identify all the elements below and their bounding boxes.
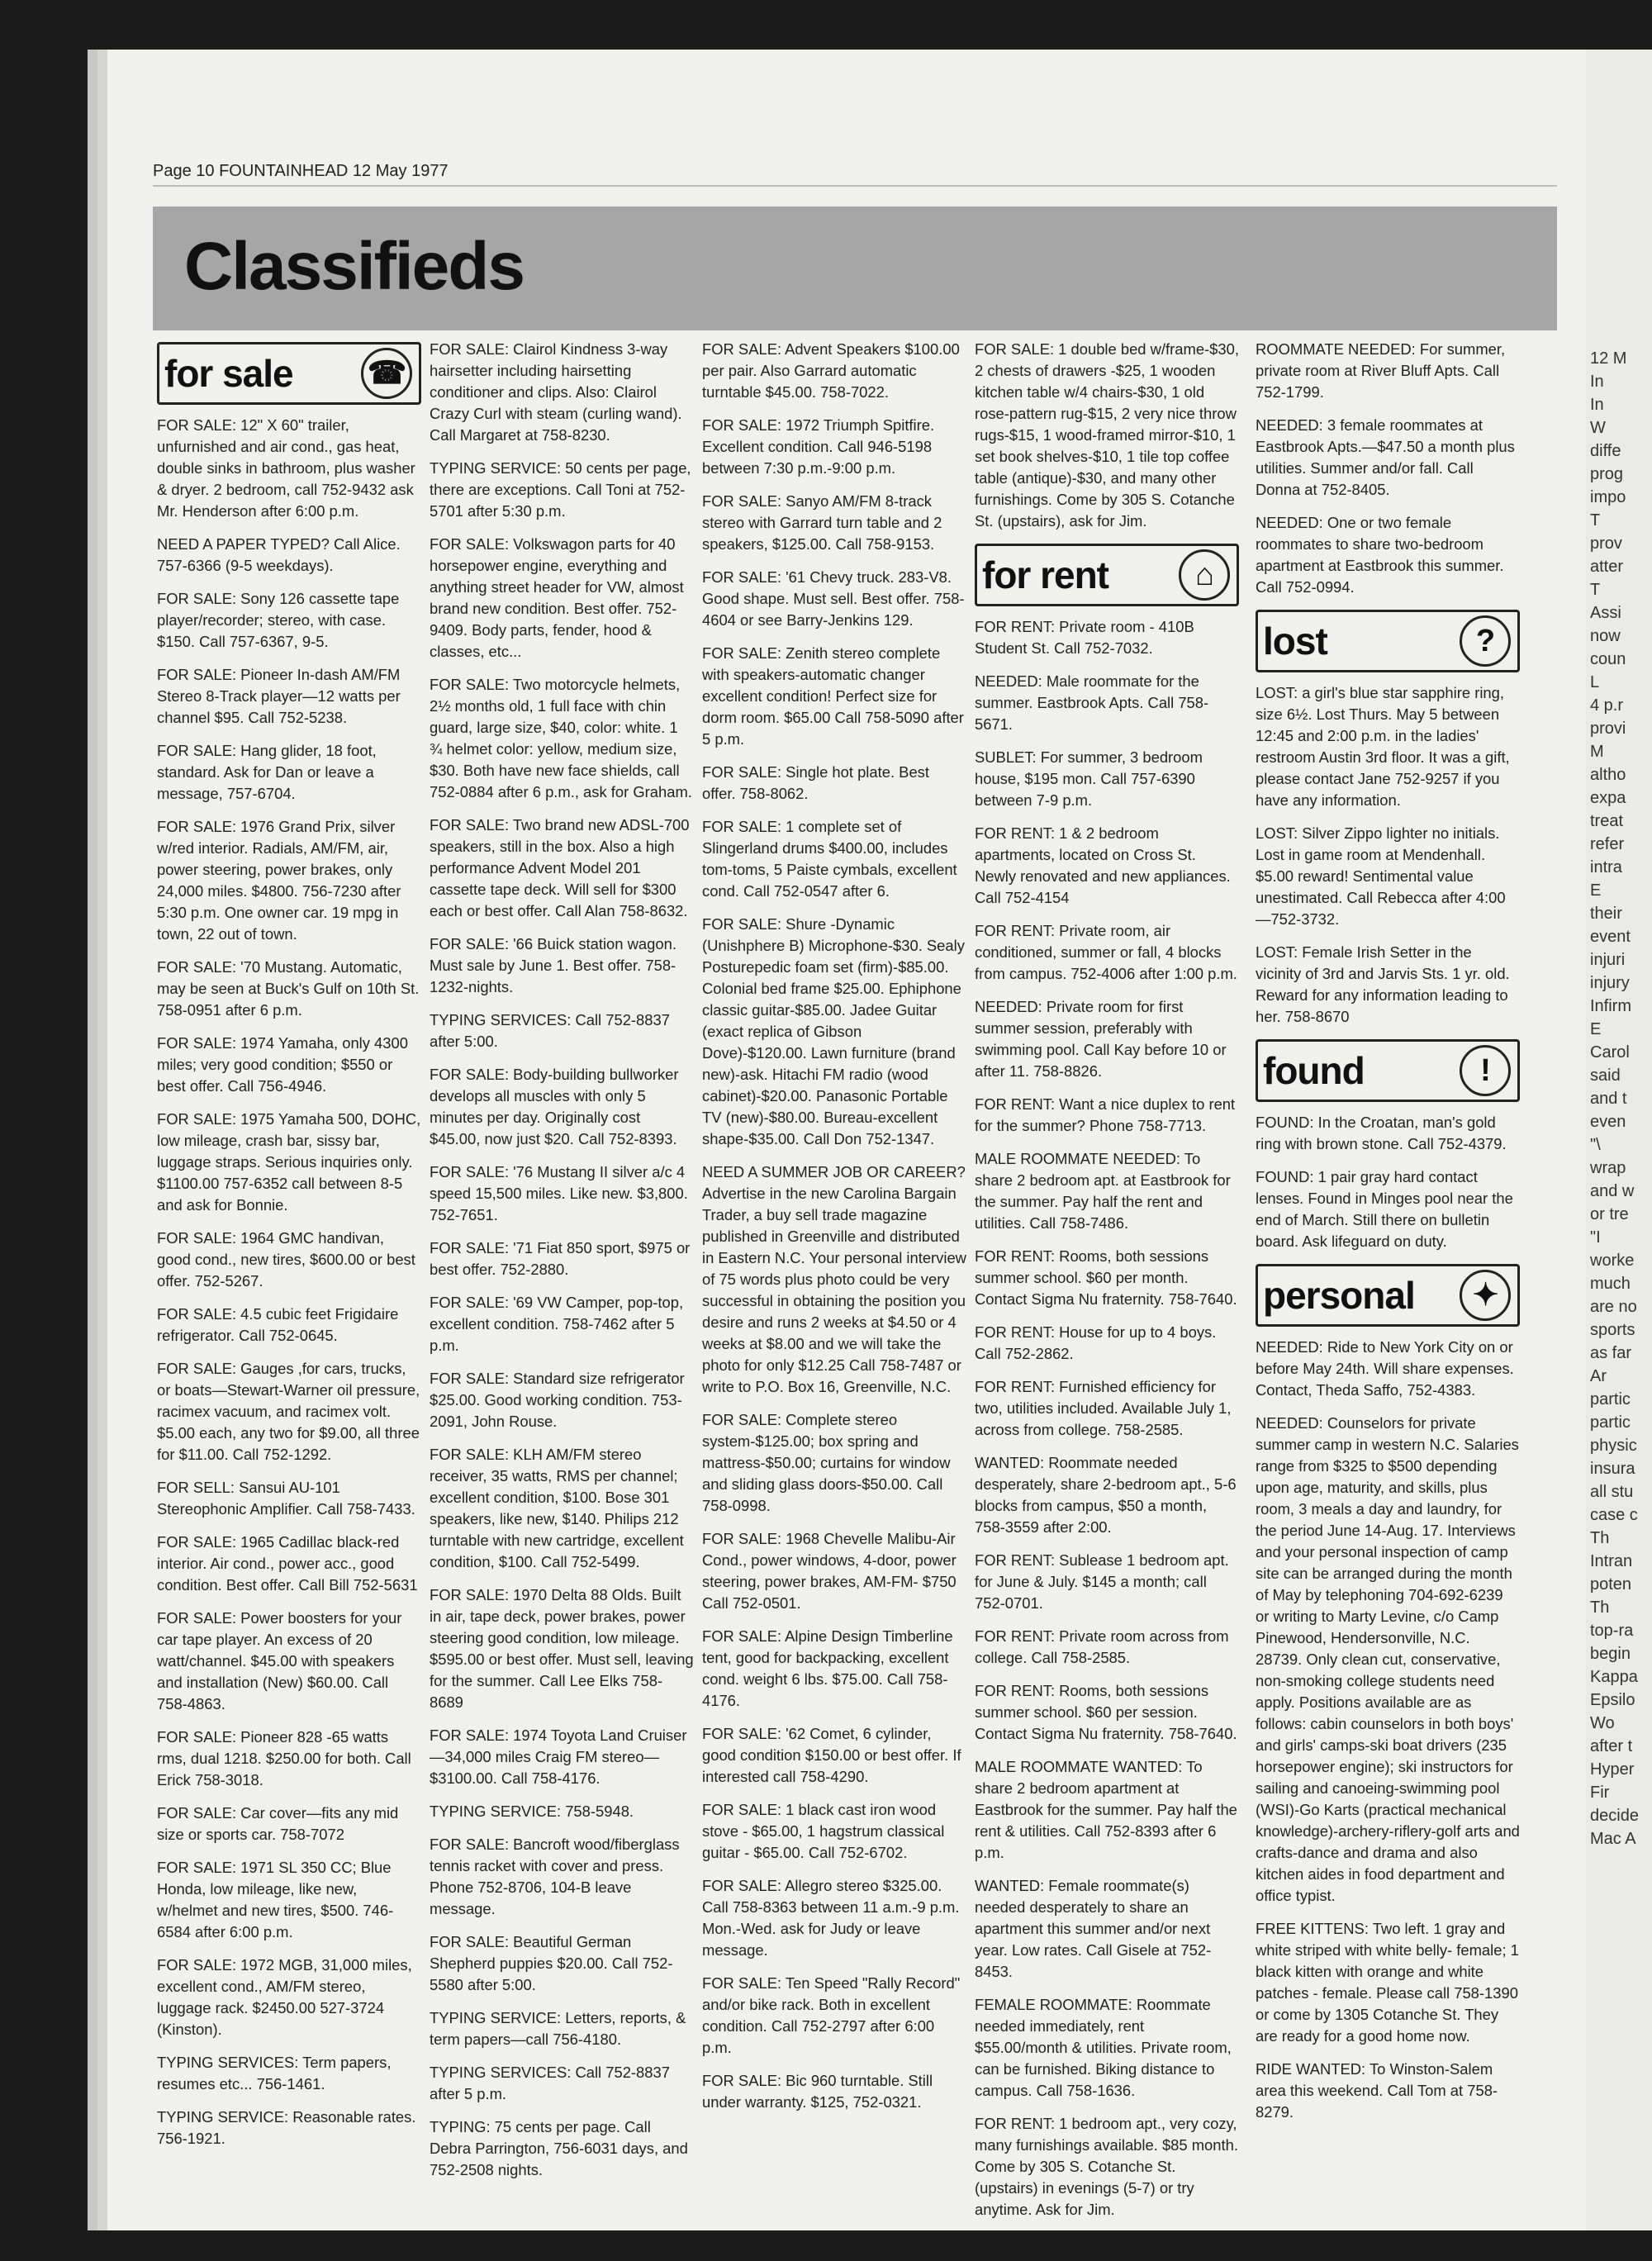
classified-ad: TYPING SERVICES: Call 752-8837 after 5 p.m. <box>430 2064 670 2102</box>
banner-title: Classifieds <box>184 229 524 304</box>
adjacent-text-fragment: T <box>1590 511 1601 530</box>
classified-ad: FOUND: 1 pair gray hard contact lenses. Found in Minges pool near the end of March. Still there on bulletin board. Ask lifeguard on duty. <box>1256 1168 1513 1250</box>
adjacent-text-fragment: and t <box>1590 1090 1627 1108</box>
classified-ad: WANTED: Roommate needed desperately, share 2-bedroom apt., 5-6 blocks from campus, $50 a month, 758-3559 after 2:00. <box>975 1454 1237 1536</box>
classified-ad: FOR SALE: KLH AM/FM stereo receiver, 35 watts, RMS per channel; excellent condition, $100. Bose 301 speakers, like new, $140. Philips 212 turntable with new cartridge, excellent condition, $100. Call 752-5499. <box>430 1446 684 1570</box>
classified-ad: NEEDED: Ride to New York City on or before May 24th. Will share expenses. Contact, Theda Saffo, 752-4383. <box>1256 1338 1514 1399</box>
classified-ad: FOR SELL: Sansui AU-101 Stereophonic Amplifier. Call 758-7433. <box>157 1479 415 1518</box>
classified-ad: FOR SALE: Complete stereo system-$125.00; box spring and mattress-$50.00; curtains for window and sliding glass doors-$50.00. Call 758-0998. <box>702 1411 951 1514</box>
adjacent-text-fragment: Intran <box>1590 1552 1633 1570</box>
classified-ad: FOR SALE: 1968 Chevelle Malibu-Air Cond., power windows, 4-door, power steering, power brakes, AM-FM- $750 Call 752-0501. <box>702 1530 957 1612</box>
adjacent-text-fragment: their <box>1590 905 1622 923</box>
classified-ad: TYPING SERVICE: Reasonable rates. 756-1921. <box>157 2108 416 2147</box>
adjacent-text-fragment: prog <box>1590 465 1624 483</box>
adjacent-text-fragment: prov <box>1590 534 1622 553</box>
ads-column-2 <box>430 339 694 2181</box>
adjacent-text-fragment: all stu <box>1590 1483 1634 1501</box>
classified-ad: FOR RENT: 1 bedroom apt., very cozy, many furnishings available. $85 month. Come by 305 S. Cotanche St. (upstairs) in evenings (5-7) or try anytime. Ask for Jim. <box>975 2115 1238 2218</box>
column-5 <box>1256 339 1520 2135</box>
adjacent-text-fragment: wrap <box>1590 1159 1626 1177</box>
adjacent-text-fragment: M <box>1590 743 1604 761</box>
classified-ad: FOR SALE: Single hot plate. Best offer. 758-8062. <box>702 763 929 802</box>
section-header-found <box>1256 1039 1520 1102</box>
ads-found <box>1256 1112 1520 1252</box>
classified-ad: LOST: a girl's blue star sapphire ring, size 6½. Lost Thurs. May 5 between 12:45 and 2:00 p.m. in the ladies' restroom Austin 3rd floor. It was a gift, please contact Jane 752-9257 if you have any information. <box>1256 684 1510 809</box>
classified-ad: FOR SALE: '66 Buick station wagon. Must sale by June 1. Best offer. 758-1232-nights. <box>430 935 676 995</box>
adjacent-text-fragment: are no <box>1590 1298 1637 1316</box>
adjacent-text-fragment: atter <box>1590 558 1624 576</box>
classified-ad: FOR RENT: Private room across from college. Call 758-2585. <box>975 1627 1229 1666</box>
adjacent-text-fragment: and w <box>1590 1182 1635 1200</box>
adjacent-text-fragment: begin <box>1590 1645 1631 1663</box>
header-rule <box>153 185 1557 187</box>
classified-ad: FOR SALE: Volkswagon parts for 40 horsepower engine, everything and anything street header for VW, almost brand new condition. Best offer. 752-9409. Body parts, fender, hood & classes, etc... <box>430 535 684 660</box>
section-title: personal <box>1263 1274 1415 1317</box>
adjacent-text-fragment: "I <box>1590 1228 1601 1247</box>
adjacent-text-fragment: Infirm <box>1590 997 1631 1015</box>
adjacent-text-fragment: Epsilo <box>1590 1691 1635 1709</box>
classified-ad: FOR SALE: Allegro stereo $325.00. Call 758-8363 between 11 a.m.-9 p.m. Mon.-Wed. ask for Judy or leave message. <box>702 1877 960 1959</box>
classified-ad: FOR SALE: 1965 Cadillac black-red interior. Air cond., power acc., good condition. Best offer. Call Bill 752-5631 <box>157 1533 418 1594</box>
house-icon: ⌂ <box>1179 549 1230 601</box>
classified-ad: FOR RENT: House for up to 4 boys. Call 752-2862. <box>975 1323 1217 1362</box>
classified-ad: TYPING SERVICES: Term papers, resumes etc... 756-1461. <box>157 2054 392 2092</box>
adjacent-text-fragment: L <box>1590 673 1600 691</box>
adjacent-text-fragment: expa <box>1590 789 1626 807</box>
adjacent-text-fragment: Mac A <box>1590 1830 1636 1848</box>
classified-ad: FOR SALE: Ten Speed "Rally Record" and/or bike rack. Both in excellent condition. Call 752-2797 after 6:00 p.m. <box>702 1974 961 2056</box>
adjacent-text-fragment: top-ra <box>1590 1622 1634 1640</box>
classified-ad: FREE KITTENS: Two left. 1 gray and white striped with white belly- female; 1 black kitten with orange and white patches - female. Please call 758-1390 or come by 1305 Cotanche St. They are ready for a good home now. <box>1256 1920 1519 2045</box>
adjacent-text-fragment: impo <box>1590 488 1626 506</box>
adjacent-text-fragment: "\ <box>1590 1136 1601 1154</box>
classified-ad: FOR SALE: '69 VW Camper, pop-top, excellent condition. 758-7462 after 5 p.m. <box>430 1294 684 1354</box>
classified-ad: FOR RENT: Private room - 410B Student St. Call 752-7032. <box>975 618 1194 657</box>
classified-ad: FOR SALE: '70 Mustang. Automatic, may be seen at Buck's Gulf on 10th St. 758-0951 after 6 p.m. <box>157 958 420 1019</box>
adjacent-text-fragment: In <box>1590 373 1604 391</box>
adjacent-text-fragment: poten <box>1590 1575 1632 1594</box>
adjacent-text-fragment: worke <box>1590 1252 1635 1270</box>
section-title: for sale <box>164 352 293 395</box>
adjacent-text-fragment: event <box>1590 928 1631 946</box>
person-icon: ✦ <box>1460 1270 1511 1321</box>
ads-column-3 <box>702 339 966 2113</box>
section-header-lost <box>1256 610 1520 672</box>
classified-ad: TYPING SERVICES: Call 752-8837 after 5:00. <box>430 1011 670 1050</box>
column-3 <box>702 339 966 2125</box>
classified-ad: NEED A PAPER TYPED? Call Alice. 757-6366 (9-5 weekdays). <box>157 535 401 574</box>
adjacent-text-fragment: or tre <box>1590 1205 1629 1223</box>
adjacent-text-fragment: Carol <box>1590 1043 1630 1062</box>
adjacent-text-fragment: provi <box>1590 720 1626 738</box>
adjacent-text-fragment: 12 M <box>1590 349 1627 368</box>
adjacent-text-fragment: decide <box>1590 1807 1639 1825</box>
classified-ad: FOR SALE: 12" X 60" trailer, unfurnished and air cond., gas heat, double sinks in bathroom, plus washer & dryer. 2 bedroom, call 752-9432 ask Mr. Henderson after 6:00 p.m. <box>157 416 415 520</box>
classified-ad: FOR RENT: Want a nice duplex to rent for the summer? Phone 758-7713. <box>975 1095 1236 1134</box>
classified-ad: FOR SALE: 1975 Yamaha 500, DOHC, low mileage, crash bar, sissy bar, luggage straps. Serious inquiries only. $1100.00 757-6352 call between 8-5 and ask for Bonnie. <box>157 1110 421 1214</box>
adjacent-text-fragment: physic <box>1590 1437 1637 1455</box>
classified-ad: TYPING SERVICE: Letters, reports, & term papers—call 756-4180. <box>430 2009 686 2048</box>
classified-ad: LOST: Silver Zippo lighter no initials. Lost in game room at Mendenhall. $5.00 reward! Sentimental value unestimated. Call Rebecca after 4:00—752-3732. <box>1256 824 1506 928</box>
ads-column-4-rent <box>975 616 1239 2221</box>
classified-ad: FOR RENT: Rooms, both sessions summer school. $60 per month. Contact Sigma Nu fraternity. 758-7640. <box>975 1247 1237 1308</box>
section-header-for-sale <box>157 342 421 405</box>
classified-ad: FOR SALE: 1971 SL 350 CC; Blue Honda, low mileage, like new, w/helmet and new tires, $500. 746-6584 after 6:00 p.m. <box>157 1859 394 1940</box>
adjacent-text-fragment: Assi <box>1590 604 1621 622</box>
adjacent-text-fragment: partic <box>1590 1390 1631 1408</box>
classified-ad: FOR SALE: Pioneer 828 -65 watts rms, dual 1218. $250.00 for both. Call Erick 758-3018. <box>157 1728 411 1788</box>
classified-ad: FOR SALE: Bic 960 turntable. Still under warranty. $125, 752-0321. <box>702 2072 933 2111</box>
classified-ad: NEEDED: Counselors for private summer camp in western N.C. Salaries range from $325 to $500 depending upon age, maturity, and skills, plus room, 3 meals a day and laundry, for the period June 14-Aug. 17. Interviews and your personal inspection of camp site can be arranged during the month of May by telephoning 704-692-6239 or writing to Marty Levine, c/o Camp Pinewood, Hendersonville, N.C. 28739. Only clean cut, conservative, non-smoking college students need apply. Positions available are as follows: cabin counselors in both boys' and girls' camps-ski boat drivers (235 horsepower engine); ski instructors for sailing and canoeing-swimming pool (WSI)-Go Karts (practical mechanical knowledge)-archery-riflery-golf arts and crafts-dance and drama and also kitchen aides in food department and office typist. <box>1256 1414 1520 1904</box>
adjacent-text-fragment: partic <box>1590 1413 1631 1432</box>
adjacent-text-fragment: E <box>1590 881 1602 900</box>
classified-ad: NEED A SUMMER JOB OR CAREER? Advertise in the new Carolina Bargain Trader, a buy sell trade magazine published in Greenville and distributed in Eastern N.C. Your personal interview of 75 words plus photo could be very successful in obtaining the position you desire and runs 2 weeks at $4.50 or 4 weeks at $8.00 and we will take the photo for only $12.25 Call 758-7487 or write to P.O. Box 16, Greenville, N.C. <box>702 1163 966 1395</box>
classified-ad: FOR SALE: Gauges ,for cars, trucks, or boats—Stewart-Warner oil pressure, racimex vacuum, and racimex volt. $5.00 each, any two for $9.00, all three for $11.00. Call 752-1292. <box>157 1360 420 1463</box>
adjacent-page-text <box>1590 347 1652 1850</box>
classified-ad: TYPING: 75 cents per page. Call Debra Parrington, 756-6031 days, and 752-2508 nights. <box>430 2118 688 2178</box>
classified-ad: FOR SALE: 1970 Delta 88 Olds. Built in air, tape deck, power brakes, power steering good condition, low mileage. $595.00 or best offer. Must sell, leaving for the summer. Call Lee Elks 758-8689 <box>430 1586 694 1711</box>
phone-icon: ☎ <box>361 348 412 399</box>
classified-ad: ROOMMATE NEEDED: For summer, private room at River Bluff Apts. Call 752-1799. <box>1256 340 1506 401</box>
classified-ad: FOR SALE: Shure -Dynamic (Unishphere B) Microphone-$30. Sealy Posturepedic foam set (firm)-$85.00. Colonial bed frame $25.00. Ephiphone classic guitar-$85.00. Jadee Guitar (exact replica of Gibson Dove)-$120.00. Lawn furniture (brand new)-ask. Hitachi FM radio (wood cabinet)-$20.00. Panasonic Portable TV (new)-$80.00. Bureau-excellent shape-$35.00. Call Don 752-1347. <box>702 915 965 1147</box>
adjacent-text-fragment: W <box>1590 419 1606 437</box>
classified-ad: FOR RENT: Private room, air conditioned, summer or fall, 4 blocks from campus. 752-4006 after 1:00 p.m. <box>975 922 1237 982</box>
classified-ad: FOR RENT: Rooms, both sessions summer school. $60 per session. Contact Sigma Nu fraternity. 758-7640. <box>975 1682 1237 1742</box>
classified-ad: FOR SALE: Power boosters for your car tape player. An excess of 20 watt/channel. $45.00 with speakers and installation (New) $60.00. Call 758-4863. <box>157 1609 402 1712</box>
classified-ad: FOR SALE: Hang glider, 18 foot, standard. Ask for Dan or leave a message, 757-6704. <box>157 742 377 802</box>
adjacent-text-fragment: case c <box>1590 1506 1638 1524</box>
adjacent-text-fragment: Wo <box>1590 1714 1615 1732</box>
adjacent-text-fragment: altho <box>1590 766 1626 784</box>
classifieds-banner <box>153 207 1557 330</box>
section-header-personal <box>1256 1264 1520 1327</box>
adjacent-text-fragment: Ar <box>1590 1367 1607 1385</box>
column-1 <box>157 339 421 2161</box>
classified-ad: FOR SALE: Car cover—fits any mid size or sports car. 758-7072 <box>157 1804 399 1843</box>
classified-ad: FOR SALE: Two brand new ADSL-700 speakers, still in the box. Also a high performance Advent Model 201 cassette tape deck. Will sell for $300 each or best offer. Call Alan 758-8632. <box>430 816 690 919</box>
classified-ad: FOR SALE: '62 Comet, 6 cylinder, good condition $150.00 or best offer. If interested call 758-4290. <box>702 1725 961 1785</box>
classified-ad: FOR SALE: '71 Fiat 850 sport, $975 or best offer. 752-2880. <box>430 1239 691 1278</box>
column-4 <box>975 339 1239 2232</box>
classified-ad: NEEDED: Private room for first summer session, preferably with swimming pool. Call Kay before 10 or after 11. 758-8826. <box>975 998 1227 1080</box>
classified-ad: FOR SALE: '61 Chevy truck. 283-V8. Good shape. Must sell. Best offer. 758-4604 or see Barry-Jenkins 129. <box>702 568 965 629</box>
adjacent-text-fragment: as far <box>1590 1344 1632 1362</box>
classified-ad: FOR SALE: Pioneer In-dash AM/FM Stereo 8-Track player—12 watts per channel $95. Call 752-5238. <box>157 666 401 726</box>
adjacent-text-fragment: even <box>1590 1113 1626 1131</box>
classified-ad: SUBLET: For summer, 3 bedroom house, $195 mon. Call 757-6390 between 7-9 p.m. <box>975 748 1203 809</box>
ads-personal <box>1256 1337 1520 2123</box>
adjacent-text-fragment: 4 p.r <box>1590 696 1624 715</box>
adjacent-text-fragment: insura <box>1590 1460 1635 1478</box>
classified-ad: MALE ROOMMATE NEEDED: To share 2 bedroom apt. at Eastbrook for the summer. Pay half the rent and utilities. Call 758-7486. <box>975 1150 1231 1232</box>
page-header: Page 10 FOUNTAINHEAD 12 May 1977 <box>153 162 449 180</box>
adjacent-text-fragment: coun <box>1590 650 1626 668</box>
adjacent-text-fragment: T <box>1590 581 1601 599</box>
classified-ad: FOR RENT: 1 & 2 bedroom apartments, located on Cross St. Newly renovated and new appliances. Call 752-4154 <box>975 824 1231 906</box>
adjacent-text-fragment: refer <box>1590 835 1625 853</box>
classified-ad: FEMALE ROOMMATE: Roommate needed immediately, rent $55.00/month & utilities. Private room, can be furnished. Biking distance to campus. Call 758-1636. <box>975 1996 1232 2099</box>
section-title: for rent <box>982 553 1108 596</box>
question-icon: ? <box>1460 615 1511 667</box>
adjacent-text-fragment: In <box>1590 396 1604 414</box>
classified-ad: FOR SALE: Beautiful German Shepherd puppies $20.00. Call 752-5580 after 5:00. <box>430 1933 673 1993</box>
classified-ad: FOR SALE: Standard size refrigerator $25.00. Good working condition. 753-2091, John Rouse. <box>430 1370 685 1430</box>
adjacent-text-fragment: diffe <box>1590 442 1621 460</box>
adjacent-text-fragment: Kappa <box>1590 1668 1638 1686</box>
classified-ad: FOR SALE: Zenith stereo complete with speakers-automatic changer excellent condition! Perfect size for dorm room. $65.00 Call 758-5090 after 5 p.m. <box>702 644 964 748</box>
section-title: found <box>1263 1049 1365 1092</box>
adjacent-text-fragment: after t <box>1590 1737 1633 1755</box>
column-2 <box>430 339 694 2192</box>
classified-ad: LOST: Female Irish Setter in the vicinity of 3rd and Jarvis Sts. 1 yr. old. Reward for any information leading to her. 758-8670 <box>1256 943 1510 1025</box>
ads-lost <box>1256 682 1520 1028</box>
classified-ad: FOR SALE: Clairol Kindness 3-way hairsetter including hairsetting conditioner and clips. Also: Clairol Crazy Curl with steam (curling wand). Call Margaret at 758-8230. <box>430 340 682 444</box>
classified-ad: TYPING SERVICE: 758-5948. <box>430 1803 634 1820</box>
adjacent-text-fragment: Hyper <box>1590 1760 1635 1779</box>
exclamation-icon: ! <box>1460 1045 1511 1096</box>
classified-ad: NEEDED: 3 female roommates at Eastbrook Apts.—$47.50 a month plus utilities. Summer and/or fall. Call Donna at 752-8405. <box>1256 416 1515 498</box>
classified-ad: FOR SALE: 4.5 cubic feet Frigidaire refrigerator. Call 752-0645. <box>157 1305 399 1344</box>
adjacent-text-fragment: E <box>1590 1020 1602 1038</box>
classified-ad: FOR SALE: 1976 Grand Prix, silver w/red interior. Radials, AM/FM, air, power steering, power brakes, only 24,000 miles. $4800. 756-7230 after 5:30 p.m. One owner car. 19 mpg in town, 22 out of town. <box>157 818 401 943</box>
section-header-for-rent <box>975 544 1239 606</box>
section-title: lost <box>1263 620 1327 663</box>
adjacent-text-fragment: injuri <box>1590 951 1626 969</box>
classified-ad: NEEDED: One or two female roommates to share two-bedroom apartment at Eastbrook this summer. Call 752-0994. <box>1256 514 1504 596</box>
adjacent-text-fragment: injury <box>1590 974 1630 992</box>
classified-ad: FOR SALE: Body-building bullworker develops all muscles with only 5 minutes per day. Originally cost $45.00, now just $20. Call 752-8393. <box>430 1066 679 1147</box>
classified-ad: FOR SALE: 1 complete set of Slingerland drums $400.00, includes tom-toms, 5 Paiste cymbals, excellent cond. Call 752-0547 after 6. <box>702 818 957 900</box>
classified-ad: TYPING SERVICE: 50 cents per page, there are exceptions. Call Toni at 752-5701 after 5:30 p.m. <box>430 459 691 520</box>
adjacent-text-fragment: Th <box>1590 1529 1610 1547</box>
classified-ad: FOR SALE: Alpine Design Timberline tent, good for backpacking, excellent cond. weight 6 lbs. $75.00. Call 758-4176. <box>702 1627 953 1709</box>
classified-ad: FOR SALE: Bancroft wood/fiberglass tennis racket with cover and press. Phone 752-8706, 104-B leave message. <box>430 1836 680 1917</box>
classified-ad: FOR SALE: 1974 Toyota Land Cruiser—34,000 miles Craig FM stereo—$3100.00. Call 758-4176. <box>430 1727 687 1787</box>
ads-column-1 <box>157 415 421 2149</box>
adjacent-text-fragment: sports <box>1590 1321 1635 1339</box>
adjacent-text-fragment: much <box>1590 1275 1631 1293</box>
classified-ad: FOR SALE: Sanyo AM/FM 8-track stereo with Garrard turn table and 2 speakers, $125.00. Call 758-9153. <box>702 492 942 553</box>
classified-ad: RIDE WANTED: To Winston-Salem area this weekend. Call Tom at 758-8279. <box>1256 2060 1498 2121</box>
adjacent-text-fragment: intra <box>1590 858 1622 876</box>
classified-ad: FOR SALE: Two motorcycle helmets, 2½ months old, 1 full face with chin guard, large size, $40, color: white. 1 ¾ helmet color: yellow, medium size, $30. Both have new face shields, call 752-0884 after 6 p.m., ask for Graham. <box>430 676 692 800</box>
classified-ad: FOR SALE: Sony 126 cassette tape player/recorder; stereo, with case. $150. Call 757-6367, 9-5. <box>157 590 400 650</box>
adjacent-text-fragment: said <box>1590 1066 1621 1085</box>
classified-ad: FOUND: In the Croatan, man's gold ring with brown stone. Call 752-4379. <box>1256 1114 1507 1152</box>
classified-ad: FOR SALE: 1 black cast iron wood stove - $65.00, 1 hagstrum classical guitar - $65.00. Call 752-6702. <box>702 1801 945 1861</box>
classified-ad: WANTED: Female roommate(s) needed desperately to share an apartment this summer and/or next year. Low rates. Call Gisele at 752-8453. <box>975 1877 1212 1980</box>
classified-ad: NEEDED: Male roommate for the summer. Eastbrook Apts. Call 758-5671. <box>975 672 1209 733</box>
classified-ad: FOR SALE: 1972 Triumph Spitfire. Excellent condition. Call 946-5198 between 7:30 p.m.-9:00 p.m. <box>702 416 935 477</box>
classified-ad: FOR SALE: 1964 GMC handivan, good cond., new tires, $600.00 or best offer. 752-5267. <box>157 1229 415 1290</box>
classified-ad: FOR SALE: Advent Speakers $100.00 per pair. Also Garrard automatic turntable $45.00. 758-7022. <box>702 340 960 401</box>
adjacent-text-fragment: treat <box>1590 812 1624 830</box>
adjacent-text-fragment: now <box>1590 627 1621 645</box>
classified-ad: FOR RENT: Sublease 1 bedroom apt. for June & July. $145 a month; call 752-0701. <box>975 1551 1229 1612</box>
classified-ad: FOR RENT: Furnished efficiency for two, utilities included. Available July 1, across from college. 758-2585. <box>975 1378 1232 1438</box>
classified-ad: FOR SALE: 1974 Yamaha, only 4300 miles; very good condition; $550 or best offer. Call 756-4946. <box>157 1034 408 1095</box>
ads-column-4-sale <box>975 339 1239 532</box>
classified-ad: MALE ROOMMATE WANTED: To share 2 bedroom apartment at Eastbrook for the summer. Pay half the rent & utilities. Call 752-8393 after 6 p.m. <box>975 1758 1237 1861</box>
classified-ad: FOR SALE: 1972 MGB, 31,000 miles, excellent cond., AM/FM stereo, luggage rack. $2450.00 527-3724 (Kinston). <box>157 1956 412 2038</box>
adjacent-text-fragment: Th <box>1590 1598 1610 1617</box>
classified-ad: FOR SALE: 1 double bed w/frame-$30, 2 chests of drawers -$25, 1 wooden kitchen table w/4 chairs-$30, 1 old rose-pattern rug-$15, 2 very nice throw rugs-$15, 1 wood-framed mirror-$10, 1 set book shelves-$10, 1 tile top coffee table (antique)-$30, and many other furnishings. Come by 305 S. Cotanche St. (upstairs), ask for Jim. <box>975 340 1239 530</box>
ads-roommates <box>1256 339 1520 598</box>
adjacent-text-fragment: Fir <box>1590 1784 1610 1802</box>
classified-ad: FOR SALE: '76 Mustang II silver a/c 4 speed 15,500 miles. Like new. $3,800. 752-7651. <box>430 1163 688 1223</box>
